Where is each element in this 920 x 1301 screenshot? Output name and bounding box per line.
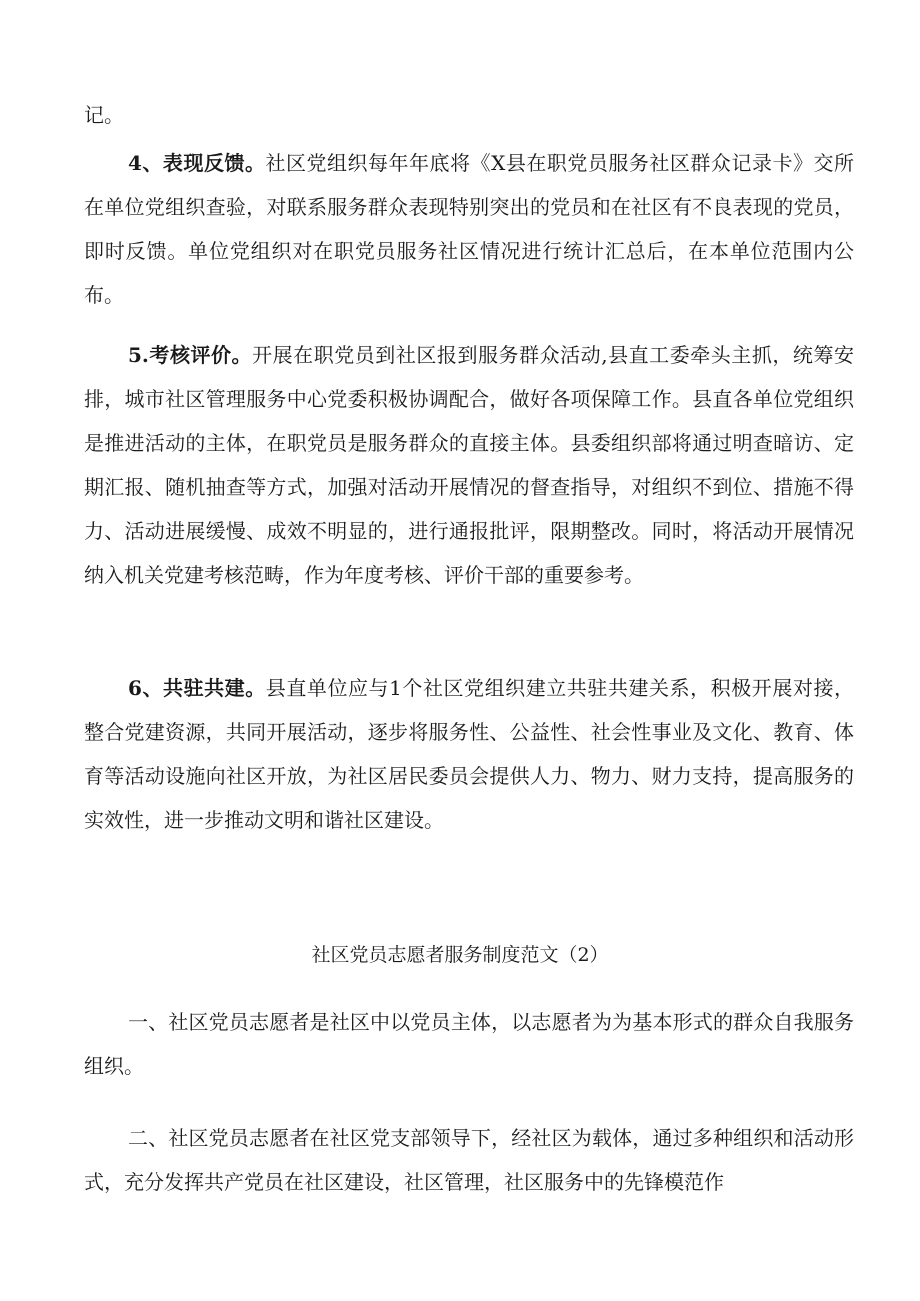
paragraph-text: 县直单位应与1个社区党组织建立共驻共建关系，积极开展对接，整合党建资源，共同开展活动，逐步将服务性、公益性、社会性事业及文化、教育、体育等活动设施向社区开放，为社区居民委员会提供人力、物力、财力支持，提高服务的实效性，进一步推动文明和谐社区建设。	[84, 676, 854, 832]
paragraph-fragment	[84, 93, 854, 137]
paragraph-text: 二、社区党员志愿者在社区党支部领导下，经社区为载体，通过多种组织和活动形式，充分发挥共产党员在社区建设，社区管理，社区服务中的先锋模范作	[84, 1126, 854, 1194]
paragraph-performance-feedback	[84, 141, 854, 317]
paragraph-heading: 5.考核评价。	[128, 343, 253, 367]
paragraph-volunteer-2	[84, 1116, 854, 1204]
paragraph-text: 一、社区党员志愿者是社区中以党员主体，以志愿者为为基本形式的群众自我服务组织。	[84, 1010, 854, 1078]
paragraph-text: 社区党组织每年年底将《X县在职党员服务社区群众记录卡》交所在单位党组织查验，对联系服务群众表现特别突出的党员和在社区有不良表现的党员，即时反馈。单位党组织对在职党员服务社区情况进行统计汇总后，在本单位范围内公布。	[84, 151, 854, 307]
paragraph-heading: 4、表现反馈。	[128, 151, 266, 175]
paragraph-co-construction	[84, 666, 854, 842]
paragraph-assessment	[84, 333, 854, 597]
paragraph-text: 记。	[84, 103, 124, 127]
paragraph-heading: 6、共驻共建。	[128, 676, 266, 700]
paragraph-volunteer-1	[84, 1000, 854, 1088]
paragraph-text: 开展在职党员到社区报到服务群众活动,县直工委牵头主抓，统筹安排，城市社区管理服务中心党委积极协调配合，做好各项保障工作。县直各单位党组织是推进活动的主体，在职党员是服务群众的直接主体。县委组织部将通过明查暗访、定期汇报、随机抽查等方式，加强对活动开展情况的督查指导，对组织不到位、措施不得力、活动进展缓慢、成效不明显的，进行通报批评，限期整改。同时，将活动开展情况纳入机关党建考核范畴，作为年度考核、评价干部的重要参考。	[84, 343, 854, 587]
section-title: 社区党员志愿者服务制度范文（2）	[311, 944, 609, 966]
